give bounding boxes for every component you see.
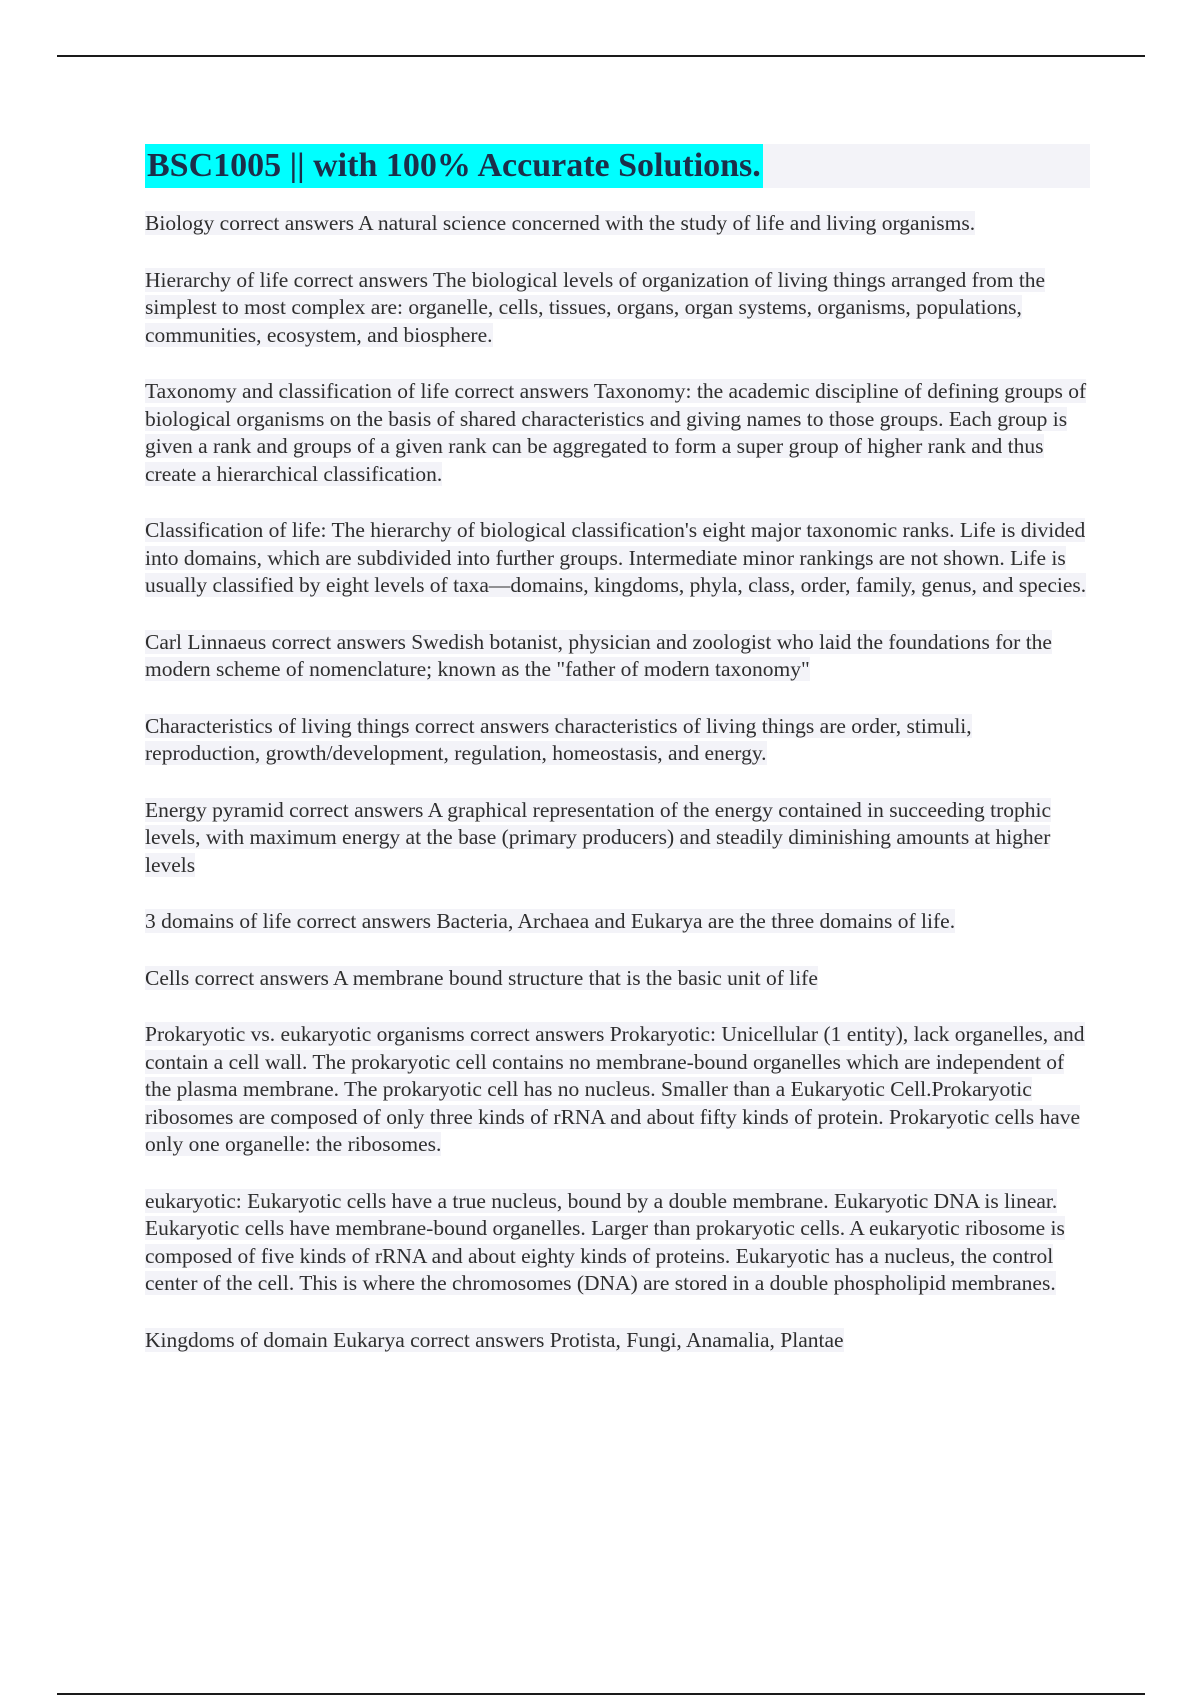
entry-characteristics-of-living-things — [145, 713, 1090, 768]
entry-text: Prokaryotic vs. eukaryotic organisms correct answers Prokaryotic: Unicellular (1 entity), lack organelles, and contain a cell wall. The prokaryotic cell contains no membrane-bound organelles which are independent of the plasma membrane. The prokaryotic cell has no nucleus. Smaller than a Eukaryotic Cell.Prokaryotic ribosomes are composed of only three kinds of rRNA and about fifty kinds of protein. Prokaryotic cells have only one organelle: the ribosomes. — [145, 1022, 1085, 1156]
entry-kingdoms-of-eukarya — [145, 1327, 1090, 1355]
entry-taxonomy — [145, 378, 1090, 488]
entry-text: Hierarchy of life correct answers The biological levels of organization of living things arranged from the simplest to most complex are: organelle, cells, tissues, organs, organ systems, organisms, populations, communities, ecosystem, and biosphere. — [145, 267, 1046, 347]
entry-text: Carl Linnaeus correct answers Swedish botanist, physician and zoologist who laid the foundations for the modern scheme of nomenclature; known as the "father of modern taxonomy" — [145, 629, 1052, 681]
entry-text: Characteristics of living things correct answers characteristics of living things are order, stimuli, reproduction, growth/development, regulation, homeostasis, and energy. — [145, 713, 972, 765]
entry-text: Energy pyramid correct answers A graphical representation of the energy contained in succeeding trophic levels, with maximum energy at the base (primary producers) and steadily diminishing amounts at higher levels — [145, 797, 1052, 877]
entry-classification-of-life — [145, 517, 1090, 600]
entry-text: Classification of life: The hierarchy of biological classification's eight major taxonomic ranks. Life is divided into domains, which are subdivided into further groups. Intermediate minor rankings are not shown. Life is usually classified by eight levels of taxa—domains, kingdoms, phyla, class, order, family, genus, and species. — [145, 518, 1087, 597]
entry-3-domains-of-life — [145, 908, 1090, 936]
bottom-rule — [57, 1693, 1145, 1695]
entry-carl-linnaeus — [145, 629, 1090, 684]
entry-prokaryotic-vs-eukaryotic — [145, 1021, 1090, 1159]
entry-text: Taxonomy and classification of life correct answers Taxonomy: the academic discipline of defining groups of biological organisms on the basis of shared characteristics and giving names to those groups. Each group is given a rank and groups of a given rank can be aggregated to form a super group of higher rank and thus create a hierarchical classification. — [145, 379, 1087, 486]
entry-cells — [145, 965, 1090, 993]
entry-hierarchy-of-life — [145, 267, 1090, 350]
entry-eukaryotic — [145, 1188, 1090, 1298]
entry-text: Biology correct answers A natural science concerned with the study of life and living organisms. — [145, 211, 976, 235]
entry-text: eukaryotic: Eukaryotic cells have a true nucleus, bound by a double membrane. Eukaryotic DNA is linear. Eukaryotic cells have membrane-bound organelles. Larger than prokaryotic cells. A eukaryotic ribosome is composed of five kinds of rRNA and about eighty kinds of proteins. Eukaryotic has a nucleus, the control center of the cell. This is where the chromosomes (DNA) are stored in a double phospholipid membranes. — [145, 1188, 1065, 1295]
title-band — [145, 144, 1090, 188]
top-rule — [57, 55, 1145, 57]
entry-text: 3 domains of life correct answers Bacteria, Archaea and Eukarya are the three domains of life. — [145, 909, 956, 933]
entry-energy-pyramid — [145, 797, 1090, 880]
document-body — [145, 144, 1090, 1354]
entry-text: Cells correct answers A membrane bound structure that is the basic unit of life — [145, 965, 818, 990]
entry-biology — [145, 210, 1090, 238]
entry-text: Kingdoms of domain Eukarya correct answers Protista, Fungi, Anamalia, Plantae — [145, 1327, 844, 1352]
document-title: BSC1005 || with 100% Accurate Solutions. — [145, 144, 763, 188]
